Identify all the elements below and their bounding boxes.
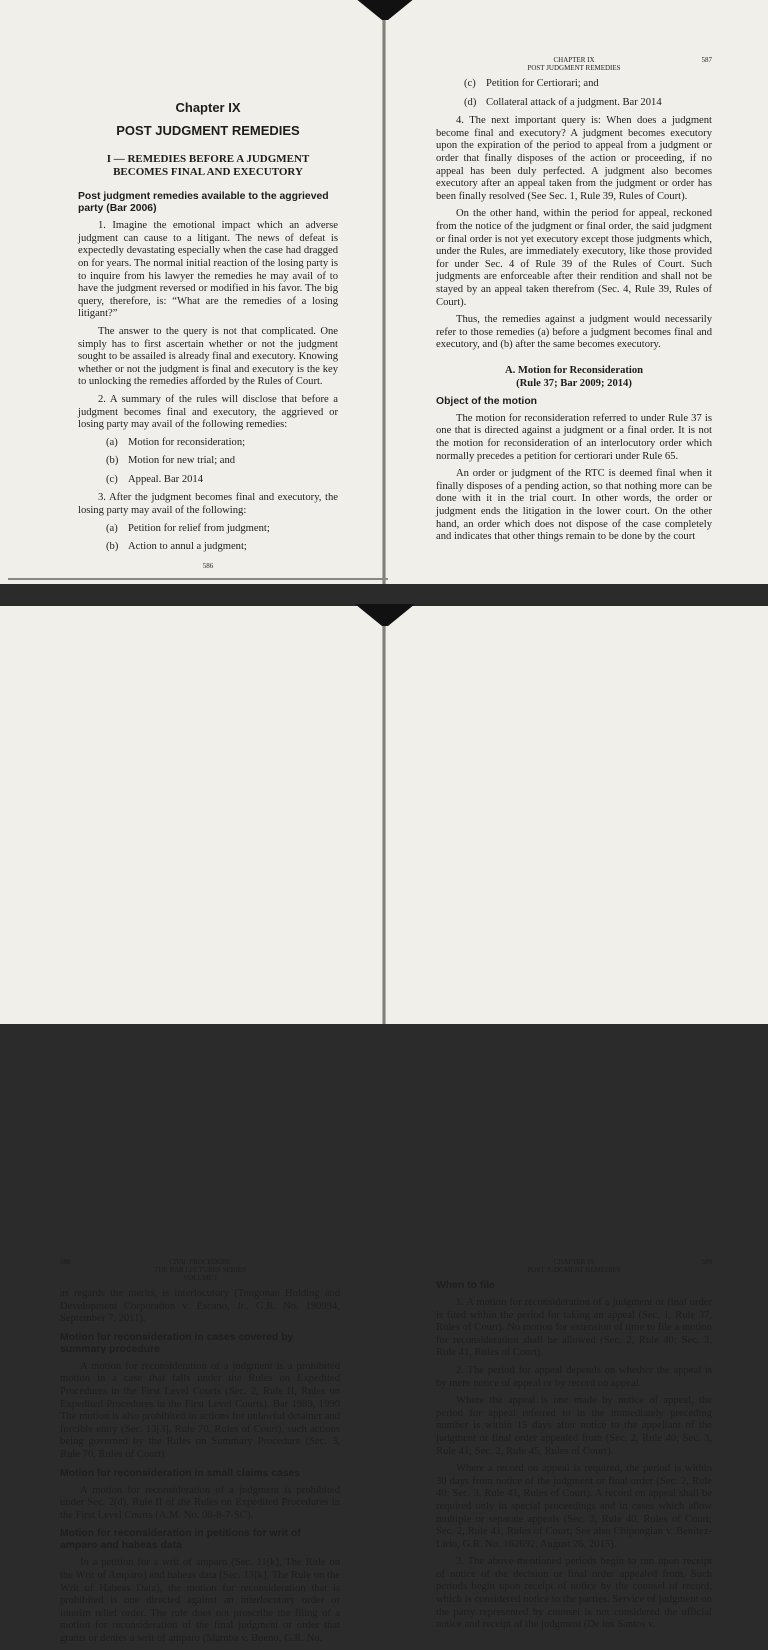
list-text: Motion for new trial; and: [128, 455, 236, 467]
list-text: Action to annul a judgment;: [128, 541, 247, 553]
subheading: Motion for reconsideration in cases covered by summary procedure: [60, 1331, 294, 1355]
paragraph: 3. The above-mentioned periods begin to run upon receipt of notice of the decision or final order appealed from. Such periods begin upon receipt of notice by the counsel of record, which is considered notice to the parties. Service of judgment on the party represented by counsel is not considered the official notice and receipt of the judgment (De los Santos v.: [436, 1556, 712, 1631]
page-edge: [8, 578, 388, 580]
list-item: [464, 97, 712, 110]
list-item: [106, 523, 338, 536]
running-head-line: CIVIL PROCEDURE: [169, 1258, 231, 1266]
section-subtitle: (Rule 37; Bar 2009; 2014): [516, 377, 632, 389]
running-head: [436, 56, 712, 72]
binding-shadow: [355, 0, 415, 20]
list-letter: (b): [106, 455, 119, 467]
running-head: [436, 1258, 712, 1274]
paragraph: A motion for reconsideration of a judgment is prohibited under Sec. 2(d), Rule II of the Rules on Expedited Procedures in the First Level Courts (A.M. No. 08-8-7-SC).: [60, 1484, 340, 1521]
running-head: [60, 1258, 340, 1282]
chapter-title: POST JUDGMENT REMEDIES: [116, 122, 300, 138]
running-head-line: CHAPTER IX: [553, 56, 595, 64]
running-head-line: CHAPTER IX: [553, 1258, 595, 1266]
paragraph: On the other hand, within the period for appeal, reckoned from the notice of the judgment or final order, the said judgment or final order is not yet executory except those judgments which, under the Rules, are immediately executory, like those provided for under Sec. 4 of Rule 39 of the Rules of Court. Such judgments are enforceable after their rendition and shall not be stayed by an appeal taken therefrom (Sec. 4, Rule 39, Rules of Court).: [436, 208, 712, 308]
subheading: Motion for reconsideration in petitions for writ of amparo and habeas data: [60, 1528, 301, 1552]
page-588: [60, 1258, 340, 1650]
remedies-list: [106, 523, 338, 554]
paragraph: In a petition for a writ of amparo (Sec. 11[k], The Rule on the Writ of Amparo) and habeas data (Sec. 13[k], The Rule on the Writ of Habeas Data), the motion for reconsideration that is prohibited is one directed against an interlocutory order or interim relief order. The rule does not proscribe the filing of a motion for reconsideration of the final judgment or order that grants or denies a writ of amparo (Mamba v. Bueno, G.R. No.: [60, 1557, 340, 1644]
paragraph: An order or judgment of the RTC is deemed final when it finally disposes of a pending action, so that nothing more can be done with it in the trial court. In other words, the order or judgment ends the litigation in the lower court. On the other hand, an order which does not dispose of the case completely and indicates that other things remain to be done by the court: [436, 468, 712, 543]
chapter-label: Chapter IX: [175, 100, 241, 115]
list-item: [106, 455, 338, 468]
page-number: 586: [202, 561, 214, 570]
bottom-spread: [0, 606, 768, 1644]
list-letter: (a): [106, 436, 118, 448]
list-text: Collateral attack of a judgment. Bar 2014: [486, 96, 662, 108]
list-text: Petition for relief from judgment;: [128, 522, 270, 534]
paragraph: Where the appeal is one made by notice of appeal, the period for appeal referred to in the immediately preceding number is within 15 days after notice to the appellant of the judgment or final order appealed from (Sec. 2, Rule 40; Sec. 3, Rule 41; Sec. 2, Rule 45, Rules of Court).: [436, 1395, 712, 1457]
paragraph: 3. After the judgment becomes final and executory, the losing party may avail of the following:: [78, 492, 338, 517]
remedies-list: [106, 437, 338, 487]
list-letter: (c): [464, 78, 476, 89]
running-head-line: VOLUME I: [182, 1274, 218, 1282]
top-spread: [0, 0, 768, 584]
paragraph: 4. The next important query is: When does a judgment become final and executory? A judgment becomes executory upon the expiration of the period to appeal from a judgment or order that finally disposes of the action or proceeding, if no appeal has been duly perfected. A judgment also becomes executory after an appeal taken from the judgment or order has been finally resolved (See Sec. 1, Rule 39, Rules of Court).: [436, 115, 712, 202]
binding-shadow: [355, 604, 415, 626]
gutter: [382, 0, 386, 584]
list-text: Petition for Certiorari; and: [486, 78, 599, 89]
page-589: [436, 1258, 712, 1637]
list-item: [106, 474, 338, 487]
running-head-line: THE BAR LECTURES SERIES: [154, 1266, 246, 1274]
section-title: A. Motion for Reconsideration: [504, 364, 644, 376]
list-letter: (c): [106, 473, 118, 485]
page-number: 587: [701, 56, 712, 64]
list-text: Appeal. Bar 2014: [128, 473, 204, 485]
list-item: [106, 437, 338, 450]
page-number: 588: [60, 1258, 71, 1266]
paragraph: 2. A summary of the rules will disclose that before a judgment becomes final and executory, the aggrieved or losing party may avail of the following remedies:: [78, 393, 338, 431]
subheading: When to file: [436, 1280, 495, 1291]
subheading: Motion for reconsideration in small claims cases: [60, 1467, 301, 1479]
paragraph: 1. A motion for reconsideration of a judgment or final order is filed within the period for taking an appeal (Sec. 1, Rule 37, Rules of Court). No motion for extension of time to file a motion for reconsideration shall be allowed (Sec. 2, Rule 40; Sec. 3, Rule 41, Rules of Court).: [436, 1297, 712, 1359]
running-head-line: POST JUDGMENT REMEDIES: [527, 64, 621, 72]
list-letter: (a): [106, 522, 118, 534]
paragraph: A motion for reconsideration of a judgment is a prohibited motion in a case that falls under the Rules on Expedited Procedures in the First Level Courts (Sec. 2, Rule II, Rules on Expedited Procedures in the First Level Courts). Bar 1989, 1990 The motion is also prohibited in actions for unlawful detainer and forcible entry (Sec. 13[3], Rule 70, Rules of Court), such actions being governed by the Rules on Summary Procedure (Sec. 3, Rule 70, Rules of Court).: [60, 1360, 340, 1460]
section-heading: I — REMEDIES BEFORE A JUDGMENT BECOMES FINAL AND EXECUTORY: [106, 153, 310, 179]
gutter: [382, 606, 386, 1024]
running-head-line: POST JUDGMENT REMEDIES: [527, 1266, 621, 1274]
list-text: Motion for reconsideration;: [128, 436, 246, 448]
paragraph: Where a record on appeal is required, the period is within 30 days from notice of the judgment or final order (Sec. 2, Rule 40; Sec. 3, Rule 41, Rules of Court). A record on appeal shall be required only in special proceedings and in cases which allow multiple or separate appeals (Sec. 3, Rule 40, Rules of Court; Sec. 2, Rule 41, Rules of Court; See also Chipongian v. Benitez-Lirio, G.R. No. 162692, August 26, 2015).: [436, 1463, 712, 1550]
subheading: Object of the motion: [436, 395, 538, 407]
paragraph: The motion for reconsideration referred to under Rule 37 is one that is directed against a judgment or a final order. It is not the motion for reconsideration of an interlocutory order which normally precedes a petition for certiorari under Rule 65.: [436, 412, 712, 462]
subheading: Post judgment remedies available to the aggrieved party (Bar 2006): [78, 191, 329, 215]
list-letter: (d): [464, 96, 477, 108]
page-587: [436, 56, 712, 549]
paragraph: 1. Imagine the emotional impact which an adverse judgment can cause to a litigant. The news of defeat is expectedly devastating especially when the case had dragged on for years. The normal initial reaction of the losing party is to inquire from his lawyer the remedies he may avail of to have the judgment reversed or modified in his favor. The big query, therefore, is: “What are the remedies of a losing litigant?”: [78, 220, 338, 320]
page-586: [78, 98, 338, 572]
list-item: [106, 541, 338, 554]
paragraph: The answer to the query is not that complicated. One simply has to first ascertain whether or not the judgment sought to be assailed is already final and executory. Knowing whether or not the judgment is final and executory is the key to unlocking the remedies afforded by the Rules of Court.: [78, 325, 338, 388]
list-letter: (b): [106, 541, 119, 553]
paragraph: Thus, the remedies against a judgment would necessarily refer to those remedies (a) before a judgment becomes final and executory, and (b) after the same becomes executory.: [436, 314, 712, 351]
section-heading: [436, 364, 712, 390]
page-number: 589: [701, 1258, 712, 1266]
paragraph: as regards the merits, is interlocutory (Tongonan Holding and Development Corporation v. Escano, Jr., G.R. No. 190994, September 7, 2011).: [60, 1288, 340, 1325]
list-item: [464, 78, 712, 91]
remedies-list: [464, 78, 712, 109]
paragraph: 2. The period for appeal depends on whether the appeal is by mere notice of appeal or by record on appeal.: [436, 1364, 712, 1389]
